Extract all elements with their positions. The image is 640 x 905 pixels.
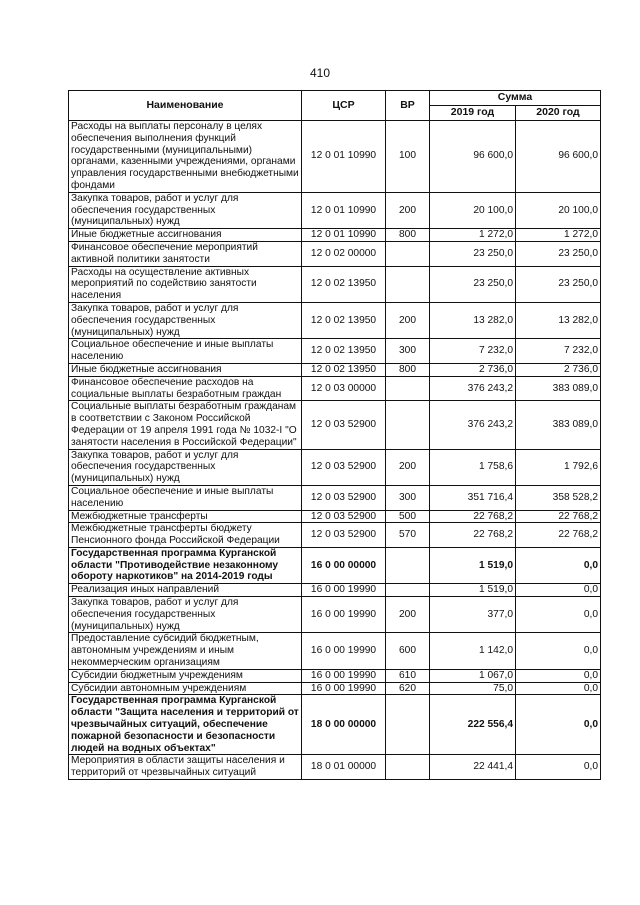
row-vr — [386, 695, 430, 755]
row-2019: 22 768,2 — [430, 523, 516, 548]
row-2019: 1 142,0 — [430, 633, 516, 669]
row-csr: 12 0 01 10990 — [302, 192, 386, 228]
row-2019: 7 232,0 — [430, 339, 516, 364]
table-row — [69, 755, 601, 780]
row-2020: 23 250,0 — [516, 241, 601, 266]
table-row — [69, 633, 601, 669]
table-row — [69, 302, 601, 338]
row-csr: 12 0 02 13950 — [302, 302, 386, 338]
row-2019: 376 243,2 — [430, 376, 516, 401]
row-csr: 16 0 00 00000 — [302, 547, 386, 583]
row-vr: 300 — [386, 339, 430, 364]
row-vr: 600 — [386, 633, 430, 669]
row-2019: 1 272,0 — [430, 229, 516, 242]
table-row — [69, 682, 601, 695]
row-csr: 12 0 02 13950 — [302, 339, 386, 364]
table-row — [69, 669, 601, 682]
row-2020: 0,0 — [516, 682, 601, 695]
row-2019: 20 100,0 — [430, 192, 516, 228]
row-name: Расходы на выплаты персоналу в целях обеспечения выполнения функций государственными (муниципальными) органами, казенными учреждениями, органами управления государственными внебюджетными фондами — [69, 121, 302, 193]
row-2020: 2 736,0 — [516, 363, 601, 376]
row-2019: 22 441,4 — [430, 755, 516, 780]
table-body — [69, 121, 601, 780]
table-row — [69, 695, 601, 755]
table-row — [69, 241, 601, 266]
row-csr: 18 0 01 00000 — [302, 755, 386, 780]
row-name: Субсидии автономным учреждениям — [69, 682, 302, 695]
row-2019: 1 067,0 — [430, 669, 516, 682]
row-2019: 1 758,6 — [430, 449, 516, 485]
row-csr: 12 0 03 52900 — [302, 523, 386, 548]
table-row — [69, 192, 601, 228]
row-2019: 2 736,0 — [430, 363, 516, 376]
row-2019: 351 716,4 — [430, 485, 516, 510]
row-2020: 0,0 — [516, 669, 601, 682]
row-2020: 1 272,0 — [516, 229, 601, 242]
row-vr — [386, 241, 430, 266]
row-name: Реализация иных направлений — [69, 584, 302, 597]
row-name: Социальное обеспечение и иные выплаты населению — [69, 339, 302, 364]
row-vr — [386, 755, 430, 780]
row-csr: 12 0 03 00000 — [302, 376, 386, 401]
row-2020: 0,0 — [516, 755, 601, 780]
table-row — [69, 584, 601, 597]
row-csr: 12 0 01 10990 — [302, 121, 386, 193]
row-vr: 570 — [386, 523, 430, 548]
row-vr: 200 — [386, 192, 430, 228]
row-2019: 96 600,0 — [430, 121, 516, 193]
row-name: Закупка товаров, работ и услуг для обеспечения государственных (муниципальных) нужд — [69, 302, 302, 338]
budget-table — [68, 90, 601, 780]
row-name: Предоставление субсидий бюджетным, автономным учреждениям и иным некоммерческим организациям — [69, 633, 302, 669]
row-csr: 12 0 02 13950 — [302, 363, 386, 376]
table-row — [69, 229, 601, 242]
row-vr: 620 — [386, 682, 430, 695]
header-sum: Сумма — [430, 91, 601, 106]
table-row — [69, 510, 601, 523]
row-csr: 12 0 03 52900 — [302, 449, 386, 485]
row-2020: 96 600,0 — [516, 121, 601, 193]
row-name: Социальные выплаты безработным гражданам в соответствии с Законом Российской Федерации от 19 апреля 1991 года № 1032-I "О занятости населения в Российской Федерации" — [69, 401, 302, 449]
row-vr: 610 — [386, 669, 430, 682]
row-name: Иные бюджетные ассигнования — [69, 363, 302, 376]
row-2020: 23 250,0 — [516, 266, 601, 302]
row-vr — [386, 584, 430, 597]
header-name: Наименование — [69, 91, 302, 121]
row-name: Мероприятия в области защиты населения и территорий от чрезвычайных ситуаций — [69, 755, 302, 780]
row-2019: 1 519,0 — [430, 584, 516, 597]
row-2020: 383 089,0 — [516, 376, 601, 401]
row-2020: 22 768,2 — [516, 510, 601, 523]
row-2019: 23 250,0 — [430, 266, 516, 302]
row-vr: 200 — [386, 449, 430, 485]
table-row — [69, 266, 601, 302]
row-csr: 12 0 02 00000 — [302, 241, 386, 266]
table-row — [69, 523, 601, 548]
row-csr: 12 0 03 52900 — [302, 485, 386, 510]
row-name: Расходы на осуществление активных мероприятий по содействию занятости населения — [69, 266, 302, 302]
row-vr — [386, 401, 430, 449]
table-row — [69, 449, 601, 485]
row-2019: 75,0 — [430, 682, 516, 695]
row-csr: 18 0 00 00000 — [302, 695, 386, 755]
table-row — [69, 121, 601, 193]
row-vr: 200 — [386, 597, 430, 633]
row-2019: 22 768,2 — [430, 510, 516, 523]
row-csr: 12 0 03 52900 — [302, 401, 386, 449]
row-csr: 16 0 00 19990 — [302, 633, 386, 669]
table-row — [69, 547, 601, 583]
row-csr: 16 0 00 19990 — [302, 597, 386, 633]
row-csr: 16 0 00 19990 — [302, 669, 386, 682]
row-name: Закупка товаров, работ и услуг для обеспечения государственных (муниципальных) нужд — [69, 192, 302, 228]
table-row — [69, 401, 601, 449]
row-vr: 800 — [386, 363, 430, 376]
row-vr — [386, 266, 430, 302]
row-2019: 222 556,4 — [430, 695, 516, 755]
header-csr: ЦСР — [302, 91, 386, 121]
row-name: Финансовое обеспечение мероприятий активной политики занятости — [69, 241, 302, 266]
row-2020: 22 768,2 — [516, 523, 601, 548]
row-2020: 0,0 — [516, 584, 601, 597]
row-2020: 358 528,2 — [516, 485, 601, 510]
row-2020: 383 089,0 — [516, 401, 601, 449]
row-name: Социальное обеспечение и иные выплаты населению — [69, 485, 302, 510]
row-name: Государственная программа Курганской области "Противодействие незаконному обороту наркотиков" на 2014-2019 годы — [69, 547, 302, 583]
row-2019: 1 519,0 — [430, 547, 516, 583]
row-vr: 800 — [386, 229, 430, 242]
row-2019: 23 250,0 — [430, 241, 516, 266]
row-vr: 100 — [386, 121, 430, 193]
row-name: Государственная программа Курганской области "Защита населения и территорий от чрезвычайных ситуаций, обеспечение пожарной безопасности и безопасности людей на водных объектах" — [69, 695, 302, 755]
row-vr: 300 — [386, 485, 430, 510]
page-number: 410 — [309, 66, 331, 80]
row-2019: 376 243,2 — [430, 401, 516, 449]
row-csr: 12 0 03 52900 — [302, 510, 386, 523]
table-row — [69, 597, 601, 633]
header-2020: 2020 год — [516, 106, 601, 121]
row-2019: 13 282,0 — [430, 302, 516, 338]
row-csr: 12 0 01 10990 — [302, 229, 386, 242]
row-name: Иные бюджетные ассигнования — [69, 229, 302, 242]
row-2020: 7 232,0 — [516, 339, 601, 364]
table-row — [69, 485, 601, 510]
row-2019: 377,0 — [430, 597, 516, 633]
row-csr: 16 0 00 19990 — [302, 584, 386, 597]
table-row — [69, 376, 601, 401]
row-vr — [386, 376, 430, 401]
row-name: Финансовое обеспечение расходов на социальные выплаты безработным граждан — [69, 376, 302, 401]
row-2020: 0,0 — [516, 597, 601, 633]
row-vr: 200 — [386, 302, 430, 338]
row-2020: 0,0 — [516, 547, 601, 583]
header-2019: 2019 год — [430, 106, 516, 121]
row-2020: 0,0 — [516, 633, 601, 669]
row-name: Межбюджетные трансферты бюджету Пенсионного фонда Российской Федерации — [69, 523, 302, 548]
row-name: Межбюджетные трансферты — [69, 510, 302, 523]
row-csr: 12 0 02 13950 — [302, 266, 386, 302]
row-2020: 1 792,6 — [516, 449, 601, 485]
row-name: Субсидии бюджетным учреждениям — [69, 669, 302, 682]
row-2020: 0,0 — [516, 695, 601, 755]
row-vr — [386, 547, 430, 583]
row-2020: 20 100,0 — [516, 192, 601, 228]
row-name: Закупка товаров, работ и услуг для обеспечения государственных (муниципальных) нужд — [69, 597, 302, 633]
table-row — [69, 339, 601, 364]
table-row — [69, 363, 601, 376]
row-vr: 500 — [386, 510, 430, 523]
header-vr: ВР — [386, 91, 430, 121]
row-name: Закупка товаров, работ и услуг для обеспечения государственных (муниципальных) нужд — [69, 449, 302, 485]
row-csr: 16 0 00 19990 — [302, 682, 386, 695]
row-2020: 13 282,0 — [516, 302, 601, 338]
